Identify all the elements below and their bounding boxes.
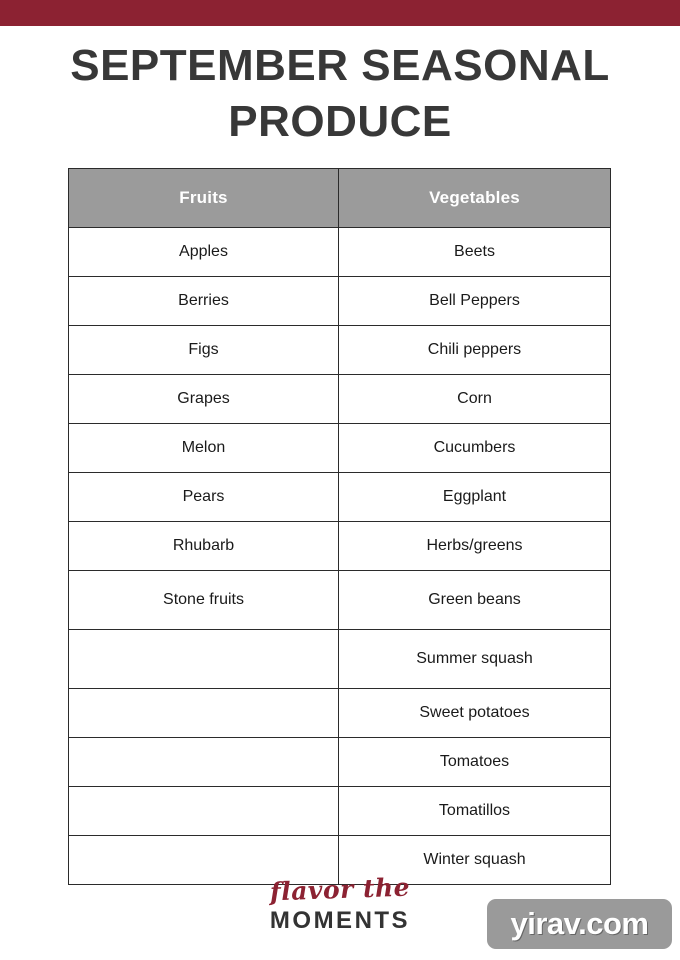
cell-fruit: Melon: [69, 424, 339, 473]
cell-fruit: Berries: [69, 277, 339, 326]
seasonal-produce-table: [68, 168, 611, 885]
table-header: [69, 169, 611, 228]
cell-fruit: Pears: [69, 473, 339, 522]
brand-script-text: flavor the: [269, 872, 411, 907]
brand-word-text: MOMENTS: [269, 907, 411, 934]
cell-vegetable: Chili peppers: [339, 326, 611, 375]
cell-vegetable: Tomatoes: [339, 738, 611, 787]
table-row: [69, 787, 611, 836]
cell-fruit-empty: [69, 630, 339, 689]
page-title-container: [0, 38, 680, 150]
cell-fruit: Stone fruits: [69, 571, 339, 630]
table-row: [69, 424, 611, 473]
page-title: SEPTEMBER SEASONAL PRODUCE: [70, 41, 610, 146]
table-row: [69, 522, 611, 571]
top-accent-bar: [0, 0, 680, 26]
column-header-vegetables: Vegetables: [339, 169, 611, 228]
cell-vegetable: Summer squash: [339, 630, 611, 689]
table-row: [69, 375, 611, 424]
column-header-fruits: Fruits: [69, 169, 339, 228]
cell-fruit-empty: [69, 738, 339, 787]
cell-fruit: Apples: [69, 228, 339, 277]
cell-fruit: Figs: [69, 326, 339, 375]
table-row: [69, 630, 611, 689]
site-watermark: [487, 899, 672, 949]
cell-vegetable: Cucumbers: [339, 424, 611, 473]
table-body: [69, 228, 611, 885]
cell-vegetable: Green beans: [339, 571, 611, 630]
cell-fruit: Rhubarb: [69, 522, 339, 571]
table-header-row: [69, 169, 611, 228]
cell-fruit-empty: [69, 689, 339, 738]
cell-vegetable: Sweet potatoes: [339, 689, 611, 738]
table-row: [69, 326, 611, 375]
cell-vegetable: Bell Peppers: [339, 277, 611, 326]
table-row: [69, 473, 611, 522]
cell-vegetable: Eggplant: [339, 473, 611, 522]
table-row: [69, 228, 611, 277]
table-row: [69, 689, 611, 738]
table-row: [69, 277, 611, 326]
table-row: [69, 738, 611, 787]
cell-vegetable: Corn: [339, 375, 611, 424]
cell-fruit: Grapes: [69, 375, 339, 424]
cell-vegetable: Beets: [339, 228, 611, 277]
cell-vegetable: Winter squash: [339, 836, 611, 885]
cell-fruit-empty: [69, 787, 339, 836]
table-row: [69, 571, 611, 630]
cell-vegetable: Herbs/greens: [339, 522, 611, 571]
cell-vegetable: Tomatillos: [339, 787, 611, 836]
watermark-text: yirav.com: [510, 906, 649, 941]
